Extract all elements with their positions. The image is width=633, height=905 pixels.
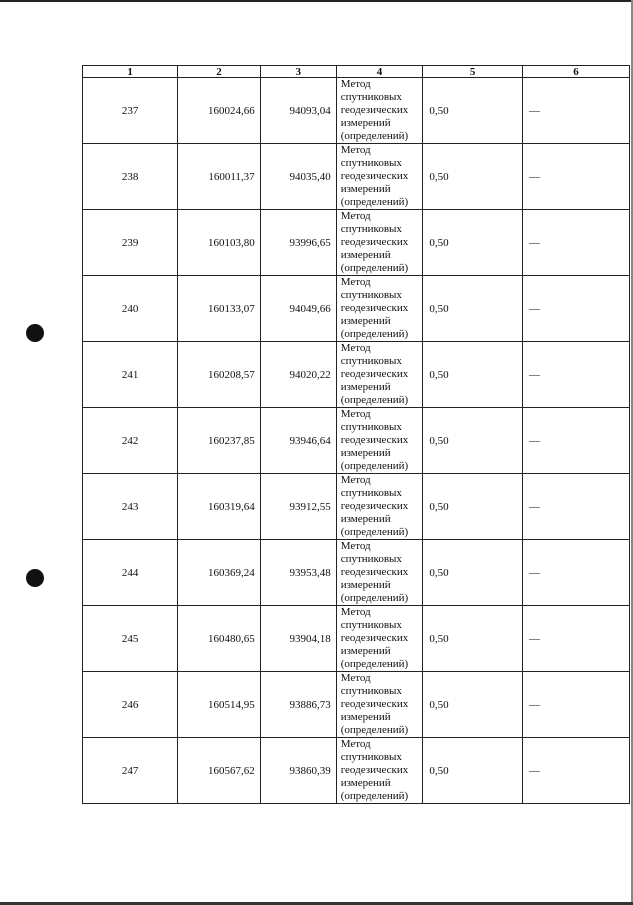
coordinate-x: 160514,95 — [178, 672, 260, 738]
table-body — [83, 78, 630, 804]
point-number: 243 — [83, 474, 178, 540]
method-line: (определений) — [340, 130, 409, 142]
point-number: 244 — [83, 540, 178, 606]
point-number: 247 — [83, 738, 178, 804]
method-line: измерений — [340, 315, 391, 327]
coordinate-y: 93953,48 — [260, 540, 336, 606]
method-line: (определений) — [340, 196, 409, 208]
note-dash: — — [522, 78, 629, 144]
method-description — [336, 606, 423, 672]
method-line: спутниковых — [340, 223, 402, 235]
table-row — [83, 606, 630, 672]
method-line: (определений) — [340, 724, 409, 736]
coordinate-x: 160319,64 — [178, 474, 260, 540]
column-header-3: 3 — [260, 66, 336, 78]
point-number: 245 — [83, 606, 178, 672]
coordinates-table — [82, 65, 630, 804]
coordinate-x: 160208,57 — [178, 342, 260, 408]
method-line: (определений) — [340, 328, 409, 340]
coordinate-y: 94093,04 — [260, 78, 336, 144]
point-number: 239 — [83, 210, 178, 276]
method-description — [336, 672, 423, 738]
coordinate-x: 160011,37 — [178, 144, 260, 210]
method-line: (определений) — [340, 394, 409, 406]
coordinate-y: 94049,66 — [260, 276, 336, 342]
method-line: спутниковых — [340, 619, 402, 631]
method-line: измерений — [340, 645, 391, 657]
method-line: Метод — [340, 210, 371, 222]
point-number: 237 — [83, 78, 178, 144]
method-description — [336, 342, 423, 408]
method-line: (определений) — [340, 592, 409, 604]
table-row — [83, 408, 630, 474]
table-row — [83, 474, 630, 540]
table-row — [83, 276, 630, 342]
method-line: измерений — [340, 183, 391, 195]
method-line: геодезических — [340, 764, 409, 776]
punch-hole — [26, 569, 44, 587]
table-row — [83, 738, 630, 804]
coordinate-y: 93886,73 — [260, 672, 336, 738]
point-number: 246 — [83, 672, 178, 738]
method-description — [336, 78, 423, 144]
method-description — [336, 738, 423, 804]
accuracy-value: 0,50 — [423, 276, 523, 342]
method-line: Метод — [340, 144, 371, 156]
accuracy-value: 0,50 — [423, 606, 523, 672]
accuracy-value: 0,50 — [423, 408, 523, 474]
coordinate-y: 93860,39 — [260, 738, 336, 804]
method-line: спутниковых — [340, 157, 402, 169]
coordinate-y: 93946,64 — [260, 408, 336, 474]
method-line: Метод — [340, 276, 371, 288]
note-dash: — — [522, 738, 629, 804]
accuracy-value: 0,50 — [423, 474, 523, 540]
note-dash: — — [522, 474, 629, 540]
coordinate-y: 93904,18 — [260, 606, 336, 672]
accuracy-value: 0,50 — [423, 78, 523, 144]
coordinate-y: 93912,55 — [260, 474, 336, 540]
coordinate-x: 160567,62 — [178, 738, 260, 804]
method-description — [336, 540, 423, 606]
method-line: геодезических — [340, 566, 409, 578]
method-line: геодезических — [340, 698, 409, 710]
method-line: геодезических — [340, 104, 409, 116]
method-line: измерений — [340, 381, 391, 393]
point-number: 238 — [83, 144, 178, 210]
method-line: геодезических — [340, 170, 409, 182]
note-dash: — — [522, 672, 629, 738]
method-line: Метод — [340, 408, 371, 420]
table-header-row — [83, 66, 630, 78]
column-header-6: 6 — [522, 66, 629, 78]
method-line: спутниковых — [340, 685, 402, 697]
table-row — [83, 144, 630, 210]
coordinate-x: 160369,24 — [178, 540, 260, 606]
accuracy-value: 0,50 — [423, 540, 523, 606]
method-line: геодезических — [340, 302, 409, 314]
method-line: (определений) — [340, 658, 409, 670]
coordinate-y: 94035,40 — [260, 144, 336, 210]
method-line: (определений) — [340, 790, 409, 802]
punch-hole — [26, 324, 44, 342]
table-row — [83, 210, 630, 276]
method-description — [336, 276, 423, 342]
note-dash: — — [522, 606, 629, 672]
method-line: геодезических — [340, 434, 409, 446]
table-row — [83, 540, 630, 606]
table-row — [83, 672, 630, 738]
point-number: 242 — [83, 408, 178, 474]
accuracy-value: 0,50 — [423, 342, 523, 408]
table-row — [83, 342, 630, 408]
method-line: измерений — [340, 117, 391, 129]
method-line: Метод — [340, 606, 371, 618]
method-line: Метод — [340, 474, 371, 486]
method-line: измерений — [340, 447, 391, 459]
table-row — [83, 78, 630, 144]
method-line: Метод — [340, 738, 371, 750]
coordinate-x: 160133,07 — [178, 276, 260, 342]
accuracy-value: 0,50 — [423, 738, 523, 804]
method-line: геодезических — [340, 368, 409, 380]
method-line: измерений — [340, 711, 391, 723]
method-line: измерений — [340, 249, 391, 261]
coordinate-x: 160237,85 — [178, 408, 260, 474]
coordinate-y: 94020,22 — [260, 342, 336, 408]
method-line: измерений — [340, 513, 391, 525]
column-header-5: 5 — [423, 66, 523, 78]
point-number: 240 — [83, 276, 178, 342]
method-description — [336, 144, 423, 210]
method-line: (определений) — [340, 460, 409, 472]
method-line: (определений) — [340, 262, 409, 274]
method-line: измерений — [340, 579, 391, 591]
coordinate-x: 160103,80 — [178, 210, 260, 276]
method-line: спутниковых — [340, 355, 402, 367]
coordinate-y: 93996,65 — [260, 210, 336, 276]
coordinate-x: 160024,66 — [178, 78, 260, 144]
method-line: спутниковых — [340, 553, 402, 565]
method-line: спутниковых — [340, 289, 402, 301]
column-header-2: 2 — [178, 66, 260, 78]
column-header-4: 4 — [336, 66, 423, 78]
method-line: измерений — [340, 777, 391, 789]
method-line: геодезических — [340, 500, 409, 512]
method-description — [336, 210, 423, 276]
accuracy-value: 0,50 — [423, 210, 523, 276]
coordinate-x: 160480,65 — [178, 606, 260, 672]
method-line: Метод — [340, 672, 371, 684]
method-line: геодезических — [340, 236, 409, 248]
note-dash: — — [522, 276, 629, 342]
method-line: (определений) — [340, 526, 409, 538]
method-line: Метод — [340, 540, 371, 552]
note-dash: — — [522, 540, 629, 606]
method-description — [336, 474, 423, 540]
method-line: спутниковых — [340, 751, 402, 763]
method-line: спутниковых — [340, 91, 402, 103]
method-line: Метод — [340, 78, 371, 90]
top-border-rule — [0, 0, 633, 2]
note-dash: — — [522, 342, 629, 408]
method-line: геодезических — [340, 632, 409, 644]
column-header-1: 1 — [83, 66, 178, 78]
method-line: спутниковых — [340, 421, 402, 433]
note-dash: — — [522, 144, 629, 210]
accuracy-value: 0,50 — [423, 672, 523, 738]
method-line: спутниковых — [340, 487, 402, 499]
point-number: 241 — [83, 342, 178, 408]
method-description — [336, 408, 423, 474]
method-line: Метод — [340, 342, 371, 354]
note-dash: — — [522, 408, 629, 474]
accuracy-value: 0,50 — [423, 144, 523, 210]
note-dash: — — [522, 210, 629, 276]
